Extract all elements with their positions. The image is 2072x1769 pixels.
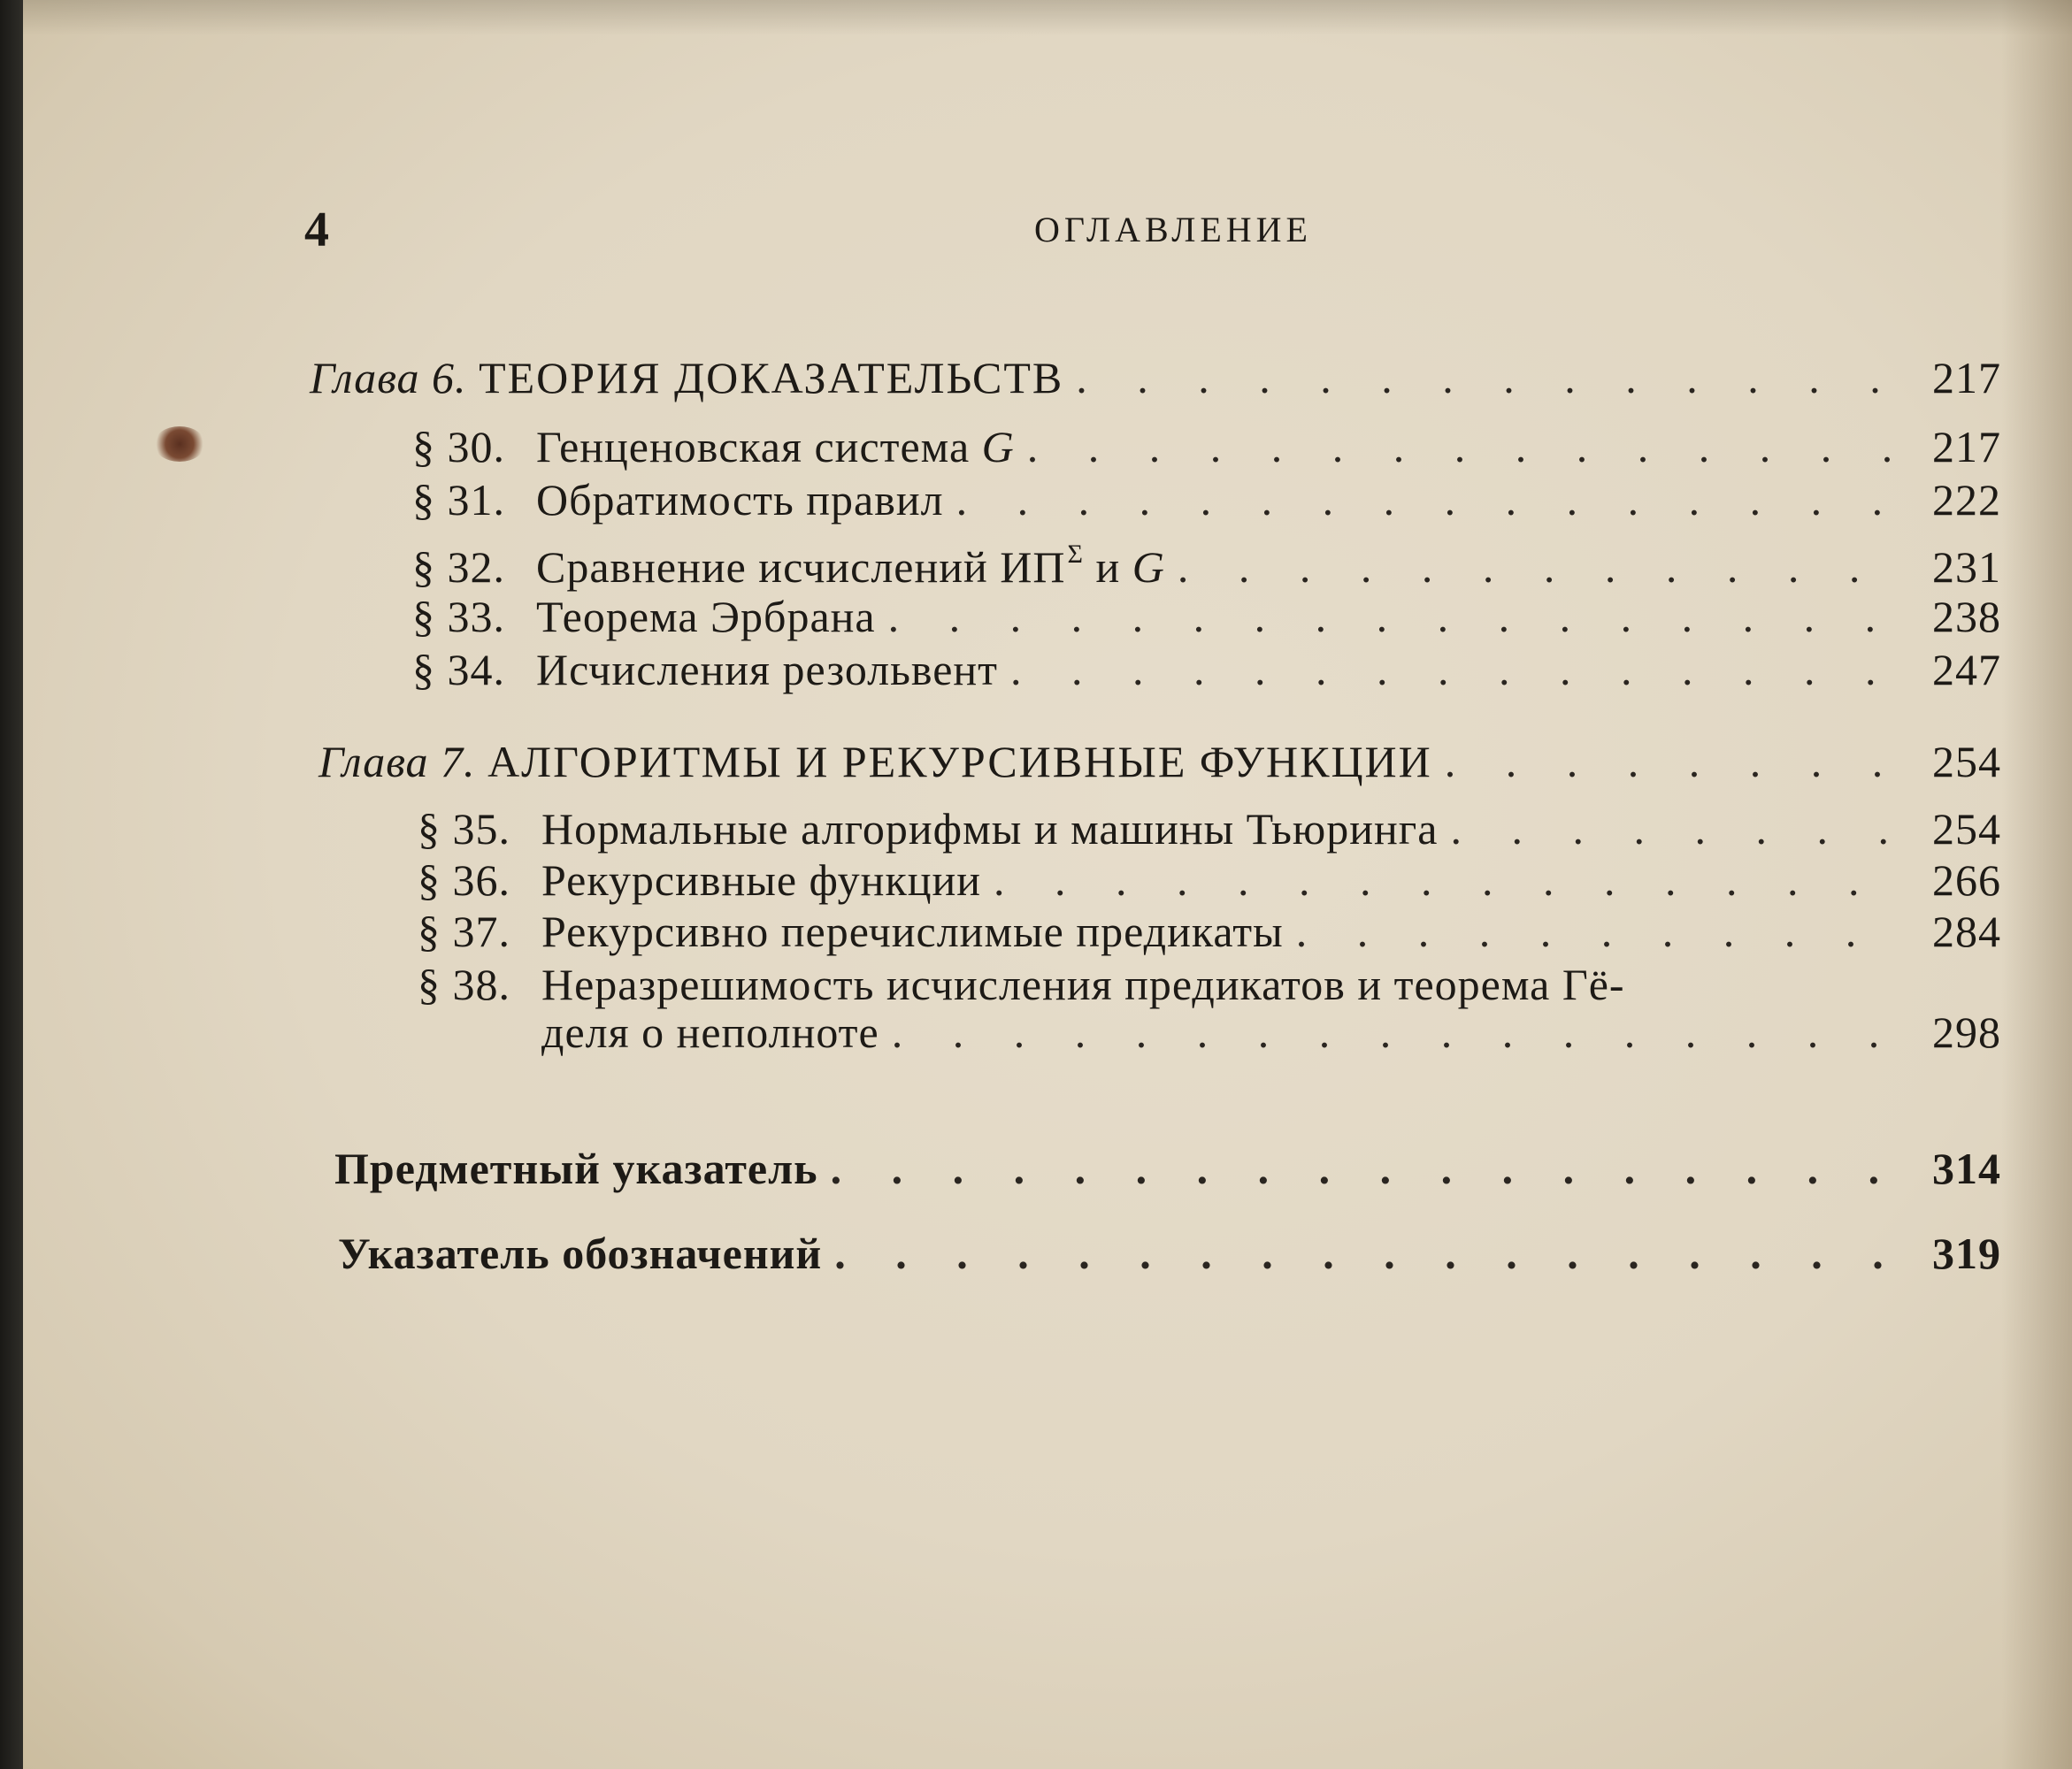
index-title: Указатель обозначений	[338, 1229, 823, 1278]
dot-leader	[831, 1146, 1909, 1191]
section-number: § 34.	[412, 645, 505, 694]
running-head: ОГЛАВЛЕНИЕ	[1034, 210, 1312, 249]
section-variable: G	[1132, 542, 1165, 592]
toc-section-34[interactable]	[412, 647, 2001, 692]
sigma-superscript: Σ	[1067, 540, 1084, 569]
toc-section-35[interactable]	[418, 804, 2001, 854]
dot-leader	[1296, 909, 1909, 953]
section-title: Генценовская система	[536, 422, 971, 471]
chapter-title: ТЕОРИЯ ДОКАЗАТЕЛЬСТВ	[479, 353, 1064, 402]
section-number: § 32.	[412, 542, 505, 592]
index-title: Предметный указатель	[334, 1144, 818, 1193]
dot-leader	[1010, 647, 1909, 692]
dot-leader	[1178, 545, 1909, 589]
section-title-continuation: деля о неполноте	[541, 1007, 879, 1057]
section-title: Исчисления резольвент	[536, 645, 999, 694]
dot-leader	[994, 858, 1909, 902]
page-ref: 284	[1932, 907, 2001, 956]
chapter-heading	[310, 353, 1064, 402]
section-title: Теорема Эрбрана	[536, 592, 876, 641]
toc-subject-index[interactable]	[334, 1146, 2001, 1191]
page-shadow-right	[2001, 0, 2072, 1769]
section-title: Неразрешимость исчисления предикатов и теорема Гё-	[541, 960, 1625, 1009]
section-heading	[412, 475, 944, 525]
toc-notation-index[interactable]	[338, 1229, 2001, 1278]
dot-leader	[1445, 739, 1909, 784]
page-ref: 298	[1932, 1007, 2001, 1057]
section-heading	[412, 594, 876, 639]
dot-leader	[956, 478, 1909, 522]
toc-section-30[interactable]	[412, 422, 2001, 471]
chapter-prefix: Глава 6.	[310, 353, 467, 402]
page-ref: 238	[1932, 592, 2001, 641]
ink-stain	[154, 426, 205, 462]
toc-section-38[interactable]	[541, 1007, 2001, 1057]
dot-leader	[1027, 425, 1909, 469]
page-ref: 231	[1932, 542, 2001, 592]
toc-chapter-6[interactable]	[310, 353, 2001, 402]
toc-section-36[interactable]	[418, 855, 2001, 905]
chapter-heading	[318, 739, 1432, 784]
page-number: 4	[304, 203, 330, 257]
section-number: § 37.	[418, 907, 510, 956]
section-heading	[418, 907, 1284, 956]
toc-section-32[interactable]	[412, 540, 2001, 592]
section-number: § 36.	[418, 855, 510, 905]
dot-leader	[1450, 807, 1909, 851]
page-ref: 254	[1932, 804, 2001, 854]
toc-section-31[interactable]	[412, 475, 2001, 525]
section-number: § 31.	[412, 475, 505, 525]
section-number: § 30.	[412, 422, 505, 471]
page-ref: 254	[1932, 737, 2001, 786]
chapter-prefix: Глава 7.	[318, 737, 476, 786]
chapter-title: АЛГОРИТМЫ И РЕКУРСИВНЫЕ ФУНКЦИИ	[487, 737, 1432, 786]
section-title: Обратимость правил	[536, 475, 944, 525]
dot-leader	[834, 1231, 1909, 1275]
page-ref: 266	[1932, 855, 2001, 905]
section-number: § 33.	[412, 592, 505, 641]
section-heading	[412, 647, 998, 692]
section-number: § 35.	[418, 804, 510, 854]
section-heading	[412, 422, 1015, 471]
dot-leader	[888, 594, 1909, 639]
page-shadow-top	[23, 0, 2072, 35]
toc-section-33[interactable]	[412, 594, 2001, 639]
section-number: § 38.	[418, 960, 510, 1009]
section-title: Рекурсивные функции	[541, 855, 982, 905]
section-heading	[412, 540, 1165, 592]
page-ref: 314	[1932, 1144, 2001, 1193]
section-title-tail: и	[1083, 542, 1132, 592]
dot-leader	[1076, 356, 1909, 400]
book-page	[23, 0, 2072, 1769]
section-heading	[418, 804, 1439, 854]
page-ref: 217	[1932, 422, 2001, 471]
page-ref: 247	[1932, 645, 2001, 694]
section-title: Нормальные алгорифмы и машины Тьюринга	[541, 804, 1439, 854]
toc-section-37[interactable]	[418, 907, 2001, 956]
section-title: Сравнение исчислений ИП	[536, 542, 1066, 592]
section-heading	[418, 855, 982, 905]
page-ref: 319	[1932, 1229, 2001, 1278]
page-ref: 217	[1932, 353, 2001, 402]
dot-leader	[892, 1010, 1909, 1054]
toc-chapter-7[interactable]	[318, 739, 2001, 784]
toc-section-38-first-line[interactable]	[418, 962, 1625, 1007]
section-title: Рекурсивно перечислимые предикаты	[541, 907, 1284, 956]
page-ref: 222	[1932, 475, 2001, 525]
section-variable: G	[981, 422, 1015, 471]
